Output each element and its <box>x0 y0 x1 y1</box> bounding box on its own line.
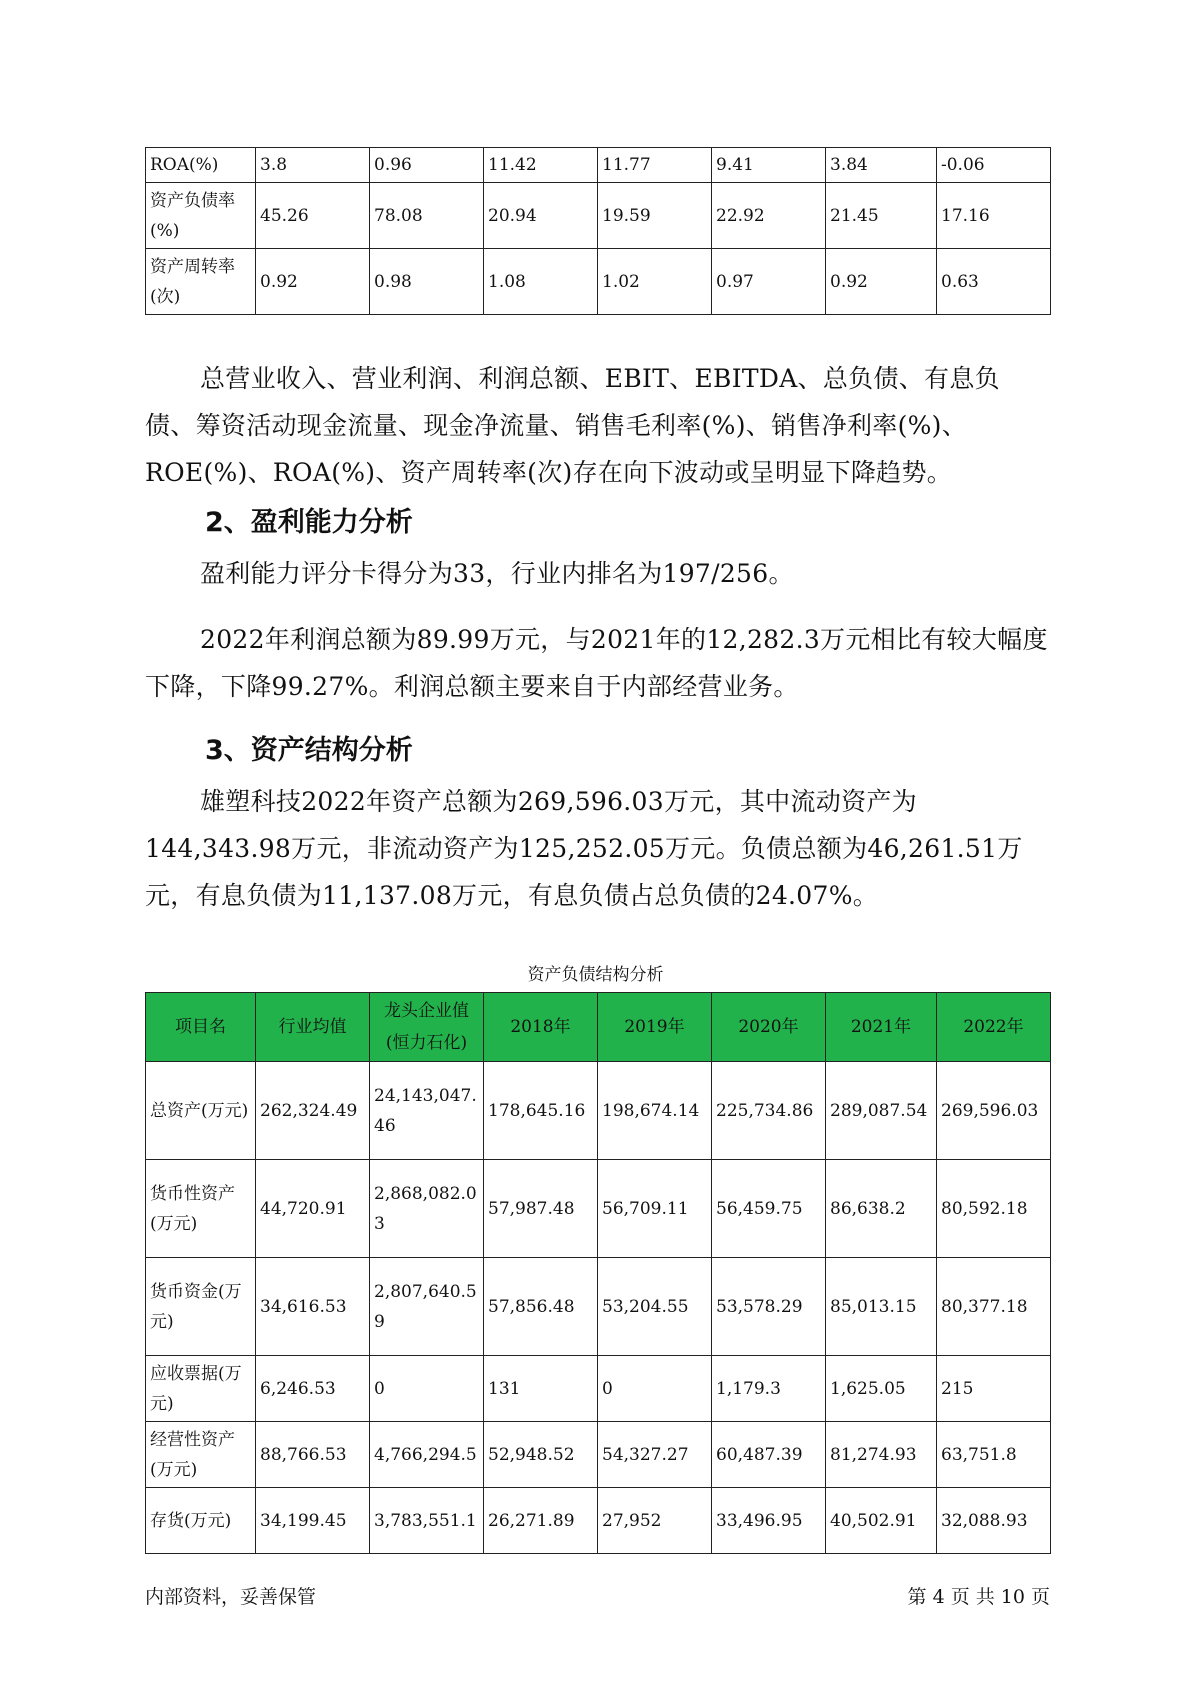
row-label-cell: 资产周转率(次) <box>146 249 256 315</box>
table-caption: 资产负债结构分析 <box>527 965 664 985</box>
row-label-cell: 经营性资产(万元) <box>146 1422 256 1488</box>
value-cell: 40,502.91 <box>826 1488 937 1554</box>
value-cell: 85,013.15 <box>826 1258 937 1356</box>
asset-liability-table <box>145 992 1051 1554</box>
footer-page-number: 第 4 页 共 10 页 <box>907 1586 1050 1608</box>
value-cell: 4,766,294.5 <box>370 1422 484 1488</box>
value-cell: 6,246.53 <box>256 1356 370 1422</box>
row-label-cell: 货币资金(万元) <box>146 1258 256 1356</box>
value-cell: 63,751.8 <box>937 1422 1051 1488</box>
value-cell: 11.77 <box>598 148 712 183</box>
value-cell: 20.94 <box>484 183 598 249</box>
value-cell: 225,734.86 <box>712 1062 826 1160</box>
value-cell: 262,324.49 <box>256 1062 370 1160</box>
value-cell: 57,987.48 <box>484 1160 598 1258</box>
value-cell: 3,783,551.1 <box>370 1488 484 1554</box>
value-cell: 2,868,082.03 <box>370 1160 484 1258</box>
value-cell: 45.26 <box>256 183 370 249</box>
value-cell: 0.92 <box>256 249 370 315</box>
value-cell: 215 <box>937 1356 1051 1422</box>
value-cell: 11.42 <box>484 148 598 183</box>
value-cell: 80,377.18 <box>937 1258 1051 1356</box>
table-row <box>146 183 1051 249</box>
value-cell: 269,596.03 <box>937 1062 1051 1160</box>
table-row <box>146 1258 1051 1356</box>
value-cell: 80,592.18 <box>937 1160 1051 1258</box>
value-cell: 53,204.55 <box>598 1258 712 1356</box>
table-row <box>146 1160 1051 1258</box>
value-cell: 88,766.53 <box>256 1422 370 1488</box>
header-cell: 2018年 <box>484 993 598 1062</box>
row-label-cell: 总资产(万元) <box>146 1062 256 1160</box>
value-cell: 0 <box>598 1356 712 1422</box>
header-cell: 2019年 <box>598 993 712 1062</box>
table-row <box>146 249 1051 315</box>
value-cell: 9.41 <box>712 148 826 183</box>
table-header-row <box>146 993 1051 1062</box>
footer-confidential-note: 内部资料，妥善保管 <box>145 1586 317 1608</box>
value-cell: 33,496.95 <box>712 1488 826 1554</box>
row-label-cell: 应收票据(万元) <box>146 1356 256 1422</box>
value-cell: 0.92 <box>826 249 937 315</box>
table-row <box>146 1488 1051 1554</box>
value-cell: 1.02 <box>598 249 712 315</box>
value-cell: 52,948.52 <box>484 1422 598 1488</box>
value-cell: 131 <box>484 1356 598 1422</box>
value-cell: 54,327.27 <box>598 1422 712 1488</box>
value-cell: 0.96 <box>370 148 484 183</box>
value-cell: 56,709.11 <box>598 1160 712 1258</box>
value-cell: 2,807,640.59 <box>370 1258 484 1356</box>
header-cell: 2022年 <box>937 993 1051 1062</box>
row-label-cell: 资产负债率(%) <box>146 183 256 249</box>
value-cell: 44,720.91 <box>256 1160 370 1258</box>
value-cell: 178,645.16 <box>484 1062 598 1160</box>
value-cell: 17.16 <box>937 183 1051 249</box>
value-cell: -0.06 <box>937 148 1051 183</box>
value-cell: 27,952 <box>598 1488 712 1554</box>
asset-structure-paragraph: 雄塑科技2022年资产总额为269,596.03万元，其中流动资产为144,343.98万元，非流动资产为125,252.05万元。负债总额为46,261.51万元，有息负债为11,137.08万元，有息负债占总负债的24.07%。 <box>145 787 1023 910</box>
value-cell: 0 <box>370 1356 484 1422</box>
value-cell: 60,487.39 <box>712 1422 826 1488</box>
value-cell: 34,616.53 <box>256 1258 370 1356</box>
table-row <box>146 1062 1051 1160</box>
value-cell: 22.92 <box>712 183 826 249</box>
value-cell: 198,674.14 <box>598 1062 712 1160</box>
value-cell: 86,638.2 <box>826 1160 937 1258</box>
value-cell: 0.98 <box>370 249 484 315</box>
financial-ratio-table <box>145 147 1051 315</box>
row-label-cell: 存货(万元) <box>146 1488 256 1554</box>
value-cell: 78.08 <box>370 183 484 249</box>
value-cell: 3.8 <box>256 148 370 183</box>
profit-paragraph: 2022年利润总额为89.99万元，与2021年的12,282.3万元相比有较大幅度下降，下降99.27%。利润总额主要来自于内部经营业务。 <box>145 625 1048 701</box>
value-cell: 1,625.05 <box>826 1356 937 1422</box>
value-cell: 19.59 <box>598 183 712 249</box>
row-label-cell: ROA(%) <box>146 148 256 183</box>
value-cell: 32,088.93 <box>937 1488 1051 1554</box>
header-cell: 项目名 <box>146 993 256 1062</box>
value-cell: 53,578.29 <box>712 1258 826 1356</box>
table-row <box>146 1356 1051 1422</box>
section-heading-asset-structure: 3、资产结构分析 <box>205 735 413 766</box>
trend-paragraph: 总营业收入、营业利润、利润总额、EBIT、EBITDA、总负债、有息负债、筹资活动现金流量、现金净流量、销售毛利率(%)、销售净利率(%)、ROE(%)、ROA(%)、资产周转率(次)存在向下波动或呈明显下降趋势。 <box>145 364 1000 487</box>
value-cell: 0.97 <box>712 249 826 315</box>
value-cell: 81,274.93 <box>826 1422 937 1488</box>
table-row <box>146 148 1051 183</box>
value-cell: 1.08 <box>484 249 598 315</box>
value-cell: 56,459.75 <box>712 1160 826 1258</box>
value-cell: 21.45 <box>826 183 937 249</box>
profitability-score-paragraph: 盈利能力评分卡得分为33，行业内排名为197/256。 <box>200 559 794 588</box>
value-cell: 1,179.3 <box>712 1356 826 1422</box>
value-cell: 24,143,047.46 <box>370 1062 484 1160</box>
value-cell: 34,199.45 <box>256 1488 370 1554</box>
table-row <box>146 1422 1051 1488</box>
value-cell: 0.63 <box>937 249 1051 315</box>
value-cell: 289,087.54 <box>826 1062 937 1160</box>
header-cell: 2020年 <box>712 993 826 1062</box>
section-heading-profitability: 2、盈利能力分析 <box>205 507 413 538</box>
value-cell: 26,271.89 <box>484 1488 598 1554</box>
header-cell: 龙头企业值(恒力石化) <box>370 993 484 1062</box>
value-cell: 3.84 <box>826 148 937 183</box>
header-cell: 行业均值 <box>256 993 370 1062</box>
header-cell: 2021年 <box>826 993 937 1062</box>
value-cell: 57,856.48 <box>484 1258 598 1356</box>
row-label-cell: 货币性资产(万元) <box>146 1160 256 1258</box>
